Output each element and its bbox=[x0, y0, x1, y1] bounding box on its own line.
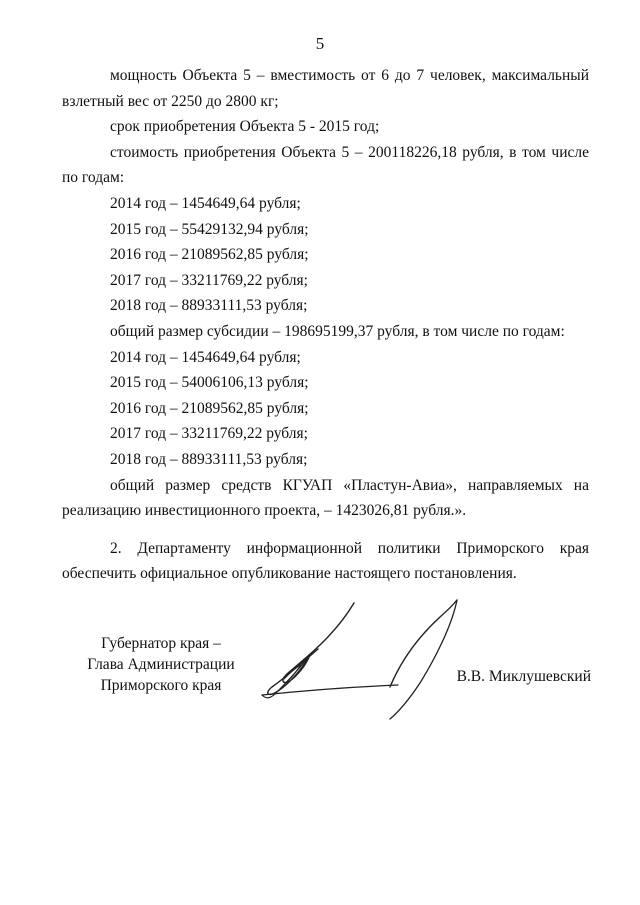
paragraph-investment-funds: общий размер средств КГУАП «Пластун-Авиа», направляемых на реализацию инвестиционного проекта, – 1423026,81 рубля.». bbox=[62, 476, 589, 520]
cost-year-item: 2015 год – 55429132,94 рубля; bbox=[110, 220, 309, 238]
document-body bbox=[62, 63, 589, 587]
paragraph-acquisition-term: срок приобретения Объекта 5 - 2015 год; bbox=[110, 118, 380, 136]
paragraph-capacity: мощность Объекта 5 – вместимость от 6 до 7 человек, максимальный взлетный вес от 2250 до 2800 кг; bbox=[62, 67, 589, 110]
paragraph-publication: 2. Департаменту информационной политики Приморского края обеспечить официальное опубликование настоящего постановления. bbox=[62, 539, 589, 583]
signatory-name: В.В. Миклушевский bbox=[456, 668, 591, 685]
signatory-title-line: Губернатор края – bbox=[101, 635, 221, 652]
subsidy-year-item: 2017 год – 33211769,22 рубля; bbox=[110, 425, 308, 443]
paragraph-subsidy-total: общий размер субсидии – 198695199,37 рубля, в том числе по годам: bbox=[110, 322, 565, 340]
subsidy-year-item: 2016 год – 21089562,85 рубля; bbox=[110, 399, 309, 417]
cost-year-item: 2014 год – 1454649,64 рубля; bbox=[110, 194, 301, 212]
subsidy-year-item: 2018 год – 88933111,53 рубля; bbox=[110, 450, 308, 468]
cost-year-item: 2018 год – 88933111,53 рубля; bbox=[110, 297, 308, 315]
subsidy-year-item: 2014 год – 1454649,64 рубля; bbox=[110, 348, 301, 366]
subsidy-year-item: 2015 год – 54006106,13 рубля; bbox=[110, 374, 309, 392]
cost-year-item: 2016 год – 21089562,85 рубля; bbox=[110, 246, 309, 264]
signatory-title bbox=[76, 633, 246, 696]
handwritten-signature bbox=[240, 595, 470, 725]
page-number: 5 bbox=[315, 34, 325, 53]
signatory-title-line: Приморского края bbox=[100, 677, 222, 694]
cost-year-item: 2017 год – 33211769,22 рубля; bbox=[110, 271, 308, 289]
signatory-title-line: Глава Администрации bbox=[87, 656, 235, 673]
paragraph-acquisition-cost: стоимость приобретения Объекта 5 – 200118226,18 рубля, в том числе по годам: bbox=[62, 143, 589, 187]
